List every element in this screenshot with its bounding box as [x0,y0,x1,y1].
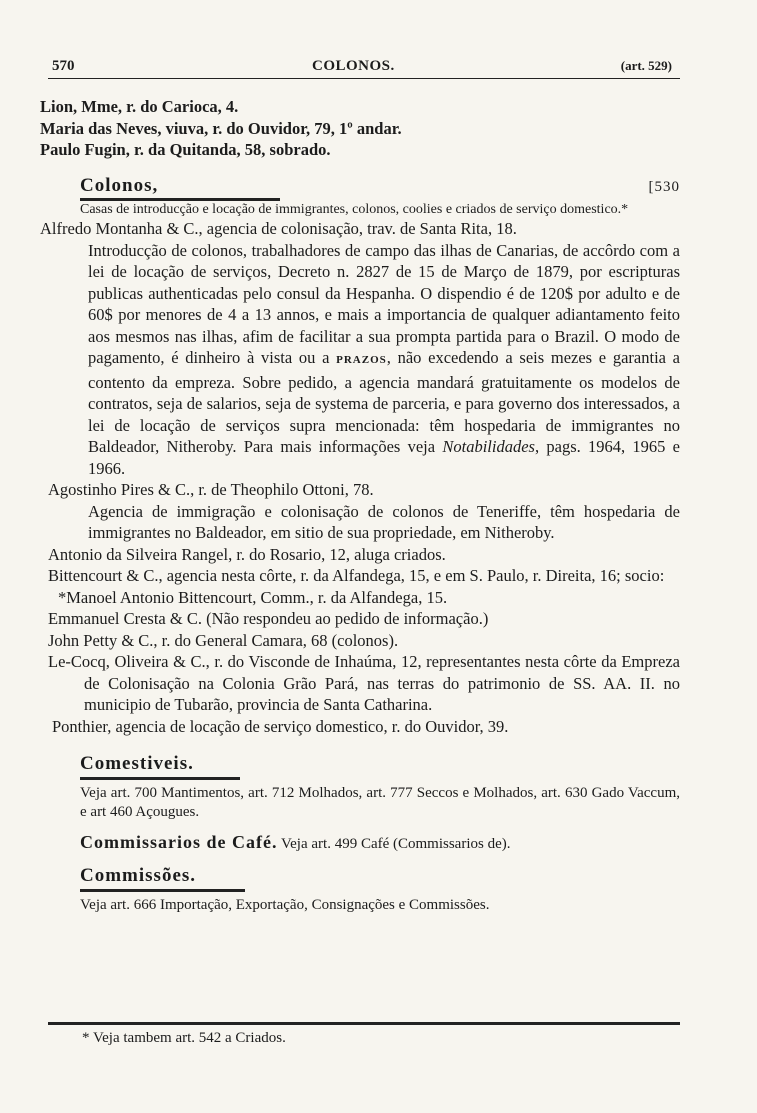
header-rule [48,78,680,79]
section-text-commissarios: Veja art. 499 Café (Commissarios de). [280,835,511,852]
entry-bittencourt: Bittencourt & C., agencia nesta côrte, r. da Alfandega, 15, e em S. Paulo, r. Direita, 16; socio: [48,566,665,585]
section-text-commissoes: Veja art. 666 Importação, Exportação, Consignações e Commissões. [80,896,490,913]
section-title-comestiveis: Comestiveis. [80,753,194,774]
entry-lion: Lion, Mme, r. do Carioca, 4. [40,97,239,116]
entry-manoel-bittencourt: *Manoel Antonio Bittencourt, Comm., r. da Alfandega, 15. [58,587,448,607]
page-body [40,96,680,915]
section-title-commissarios: Commissarios de Café. [80,831,278,852]
page-header [52,58,672,78]
section-heading-colonos [80,175,680,202]
entry-alfredo-montanha: Alfredo Montanha & C., agencia de colonisação, trav. de Santa Rita, 18. [40,219,517,238]
entry-john-petty: John Petty & C., r. do General Camara, 68 (colonos). [48,630,399,650]
section-text-comestiveis: Veja art. 700 Mantimentos, art. 712 Molhados, art. 777 Seccos e Molhados, art. 630 Gado Vaccum, e art 460 Açougues. [80,784,680,820]
alfredo-desc-part-c: , pags. 1964, 1965 e 1966. [88,437,680,478]
section-number-colonos: [530 [648,178,680,195]
article-reference: (art. 529) [620,58,672,73]
entry-maria-das-neves: Maria das Neves, viuva, r. do Ouvidor, 79, 1º andar. [40,118,402,138]
entry-paulo-fugin: Paulo Fugin, r. da Quitanda, 58, sobrado. [40,140,331,159]
alfredo-desc-prazos: PRAZOS [336,354,387,366]
section-heading-commissoes [80,865,680,892]
section-title-colonos: Colonos, [80,174,159,196]
footnote: * Veja tambem art. 542 a Criados. [82,1030,286,1046]
footnote-rule [48,1022,680,1025]
entry-le-cocq: Le-Cocq, Oliveira & C., r. do Visconde de Inhaúma, 12, representantes nesta côrte da Empreza de Colonisação na Colonia Grão Pará, nas terras do patrimonio de SS. AA. II. no municipio de Tubarão, provincia de Santa Catharina. [48,652,680,714]
section-commissarios [40,832,680,856]
page-number: 570 [52,58,75,74]
entry-ponthier: Ponthier, agencia de locação de serviço domestico, r. do Ouvidor, 39. [52,716,509,736]
alfredo-desc-part-a: Introducção de colonos, trabalhadores de campo das ilhas de Canarias, de accôrdo com a lei de locação de serviços, Decreto n. 2827 de 15 de Março de 1879, por escripturas publicas authenticadas pelo consul da Hespanha. O dispendio é de 120$ por adulto e de 60$ por menores de 4 a 13 annos, e mais a importancia de qualquer adiantamento feito aos mesmos nas ilhas, afim de facilitar a sua prompta partida para o Brazil. O modo de pagamento, é dinheiro à vista ou a [88,240,680,367]
alfredo-desc-italic: Notabilidades [442,437,535,456]
entry-agostinho-pires: Agostinho Pires & C., r. de Theophilo Ottoni, 78. [48,480,374,499]
entry-antonio-rangel: Antonio da Silveira Rangel, r. do Rosario, 12, aluga criados. [48,544,446,564]
entry-emmanuel-cresta: Emmanuel Cresta & C. (Não respondeu ao pedido de informação.) [48,609,489,628]
section-underline [80,777,240,780]
running-title: COLONOS. [312,58,395,74]
alfredo-desc-part-b: , não excedendo a seis mezes e garantia a contento da empreza. Sobre pedido, a agencia mandará gratuitamente os modelos de contratos, seja de salarios, seja de systema de parceria, e para governo dos interessados, a lei de locação de serviços supra mencionada: têm hospedaria de immigrantes no Baldeador, Nitheroby. Para mais informações veja [88,348,681,456]
section-title-commissoes: Commissões. [80,865,197,886]
section-underline [80,198,280,201]
entry-alfredo-description [40,240,680,480]
section-heading-comestiveis [80,753,680,780]
entry-agostinho-description: Agencia de immigração e colonisação de colonos de Teneriffe, têm hospedaria de immigrantes no Baldeador, em sitio de sua propriedade, em Nitheroby. [88,501,680,542]
section-underline [80,889,245,892]
section-note-colonos: Casas de introducção e locação de immigrantes, colonos, coolies e criados de serviço domestico.* [80,202,629,217]
